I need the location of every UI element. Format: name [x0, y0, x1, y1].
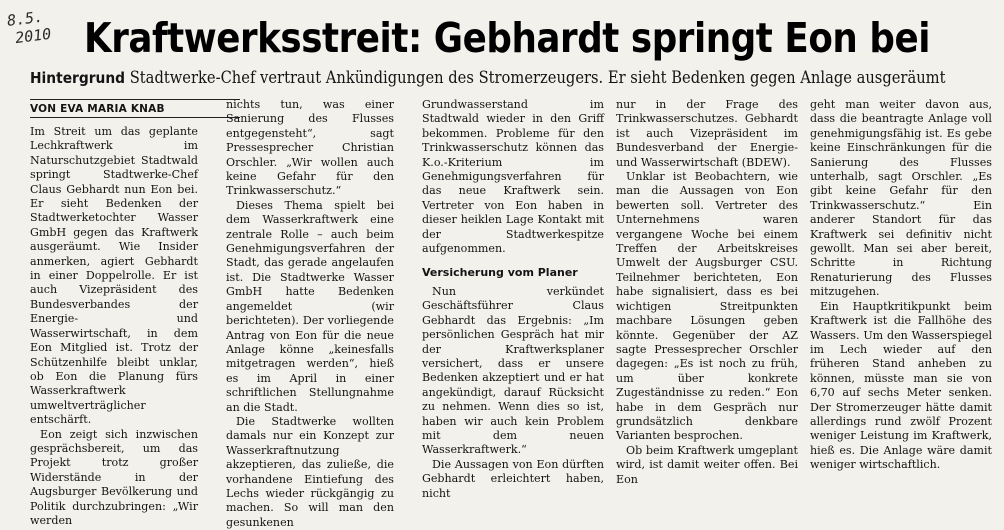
paragraph: Die Stadtwerke wollten damals nur ein Konzept zur Wasserkraftnutzung akzeptieren, das zuließe, die vorhandene Eintiefung des Lechs wieder rückgängig zu machen. So will man den gesunkenen [226, 414, 394, 529]
column-3 [422, 98, 604, 501]
column-1 [30, 125, 198, 528]
handwritten-date-year: 2010 [14, 24, 53, 48]
paragraph: Eon zeigt sich inzwischen gesprächsbereit, um das Projekt trotz großer Widerstände in der Augsburger Bevölkerung und Politik durchzubringen: „Wir werden [30, 427, 198, 527]
article-subhead [30, 67, 945, 89]
paragraph: Grundwasserstand im Stadtwald wieder in den Griff bekommen. Probleme für den Trinkwasserschutz können das K.o.-Kriterium im Genehmigungsverfahren für das neue Kraftwerk sein. Vertreter von Eon haben in dieser heiklen Lage Kontakt mit der Stadtwerkespitze aufgenommen. [422, 98, 604, 256]
column-5 [810, 98, 992, 473]
paragraph: Nun verkündet Geschäftsführer Claus Gebhardt das Ergebnis: „Im persönlichen Gespräch hat mir der Kraftwerksplaner versichert, dass er unsere Bedenken akzeptiert und er hat angekündigt, darauf Rücksicht zu nehmen. Wenn dies so ist, haben wir auch kein Problem mit dem neuen Wasserkraftwerk.“ [422, 284, 604, 457]
byline-rule-bottom [30, 117, 240, 118]
paragraph: Die Aussagen von Eon dürften Gebhardt erleichtert haben, nicht [422, 457, 604, 500]
paragraph: Unklar ist Beobachtern, wie man die Aussagen von Eon bewerten soll. Vertreter des Unternehmens waren vergangene Woche bei einem Treffen der Arbeitskreises Umwelt der Augsburger CSU. Teilnehmer berichteten, Eon habe signalisiert, dass es bei wichtigen Streitpunkten machbare Lösungen geben könnte. Gegenüber der AZ sagte Pressesprecher Orschler dagegen: „Es ist noch zu früh, um über konkrete Zugeständnisse zu reden.“ Eon habe in dem Gespräch nur grundsätzlich denkbare Varianten besprochen. [616, 170, 798, 443]
paragraph: nur in der Frage des Trinkwasserschutzes. Gebhardt ist auch Vizepräsident im Bundesverband der Energie- und Wasserwirtschaft (BDEW). [616, 98, 798, 169]
handwritten-date-day: 8.5. [6, 7, 45, 30]
section-heading: Versicherung vom Planer [422, 266, 578, 280]
paragraph: geht man weiter davon aus, dass die beantragte Anlage voll genehmigungsfähig ist. Es gebe keine Einschränkungen für die Sanierung des Flusses unterhalb, sagt Orschler. „Es gibt keine Gefahr für den Trinkwasserschutz.“ Ein anderer Standort für das Kraftwerk sei definitiv nicht gewollt. Man sei aber bereit, Schritte in Richtung Renaturierung des Flusses mitzugehen. [810, 98, 992, 299]
handwritten-date [6, 4, 74, 48]
article-headline: Kraftwerksstreit: Gebhardt springt Eon bei [84, 14, 931, 62]
column-4 [616, 98, 798, 487]
paragraph: Ob beim Kraftwerk umgeplant wird, ist damit weiter offen. Bei Eon [616, 443, 798, 486]
paragraph: Dieses Thema spielt bei dem Wasserkraftwerk eine zentrale Rolle – auch beim Genehmigungsverfahren der Stadt, das gerade angelaufen ist. Die Stadtwerke Wasser GmbH hatte Bedenken angemeldet (wir berichteten). Der vorliegende Antrag von Eon für die neue Anlage könne „keinesfalls mitgetragen werden“, hieß es im April in einer schriftlichen Stellungnahme an die Stadt. [226, 198, 394, 414]
subhead-kicker: Hintergrund [30, 69, 126, 87]
column-2 [226, 98, 394, 530]
byline: VON EVA MARIA KNAB [30, 103, 165, 115]
paragraph: Ein Hauptkritikpunkt beim Kraftwerk ist die Fallhöhe des Wassers. Um den Wasserspiegel im Lech wieder auf den früheren Stand anheben zu können, müsste man sie von 6,70 auf sechs Meter senken. Der Stromerzeuger hätte damit allerdings rund zwölf Prozent weniger Leistung im Kraftwerk, hieß es. Die Anlage wäre damit weniger wirtschaftlich. [810, 299, 992, 472]
paragraph: Im Streit um das geplante Lechkraftwerk im Naturschutzgebiet Stadtwald springt Stadtwerke-Chef Claus Gebhardt nun Eon bei. Er sieht Bedenken der Stadtwerketochter Wasser GmbH gegen das Kraftwerk ausgeräumt. Wie Insider anmerken, agiert Gebhardt in einer Doppelrolle. Er ist auch Vizepräsident des Bundesverbandes der Energie- und Wasserwirtschaft, in dem Eon Mitglied ist. Trotz der Schützenhilfe bleibt unklar, ob Eon die Planung fürs Wasserkraftwerk umweltverträglicher entschärft. [30, 125, 198, 427]
subhead-text: Stadtwerke-Chef vertraut Ankündigungen des Stromerzeugers. Er sieht Bedenken gegen Anlage ausgeräumt [129, 68, 946, 87]
byline-rule-top [30, 99, 240, 100]
paragraph: nichts tun, was einer Sanierung des Flusses entgegensteht“, sagt Pressesprecher Christian Orschler. „Wir wollen auch keine Gefahr für den Trinkwasserschutz.“ [226, 98, 394, 198]
